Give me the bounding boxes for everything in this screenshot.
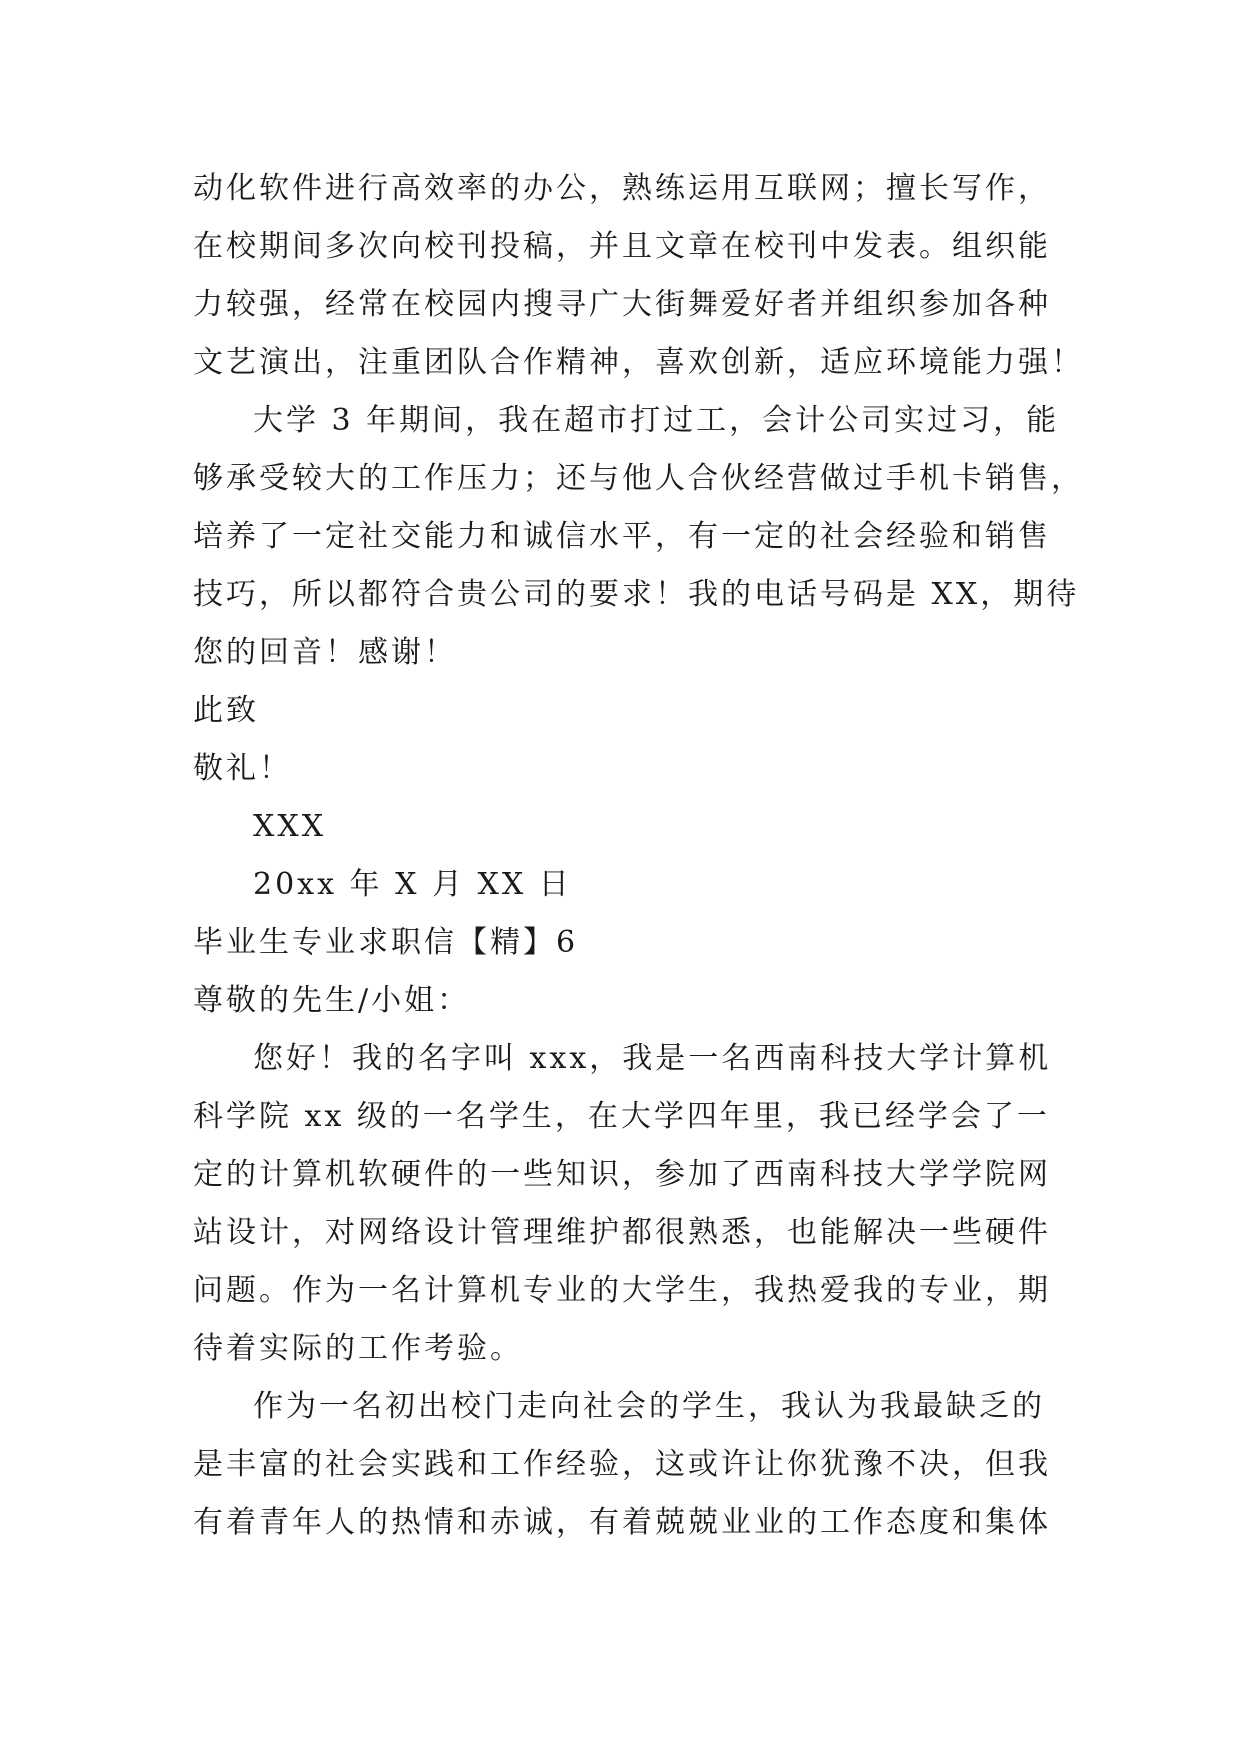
text-line: 科学院 xx 级的一名学生，在大学四年里，我已经学会了一 — [193, 1099, 1050, 1134]
text-line: 您好！我的名字叫 xxx，我是一名西南科技大学计算机 — [253, 1041, 1052, 1076]
text-line: 待着实际的工作考验。 — [193, 1331, 523, 1366]
text-line: 在校期间多次向校刊投稿，并且文章在校刊中发表。组织能 — [193, 229, 1051, 264]
text-line: 尊敬的先生/小姐： — [193, 983, 471, 1018]
text-line: 是丰富的社会实践和工作经验，这或许让你犹豫不决，但我 — [193, 1447, 1051, 1482]
text-line: 有着青年人的热情和赤诚，有着兢兢业业的工作态度和集体 — [193, 1505, 1051, 1540]
text-line: 敬礼！ — [193, 751, 292, 786]
text-line: 作为一名初出校门走向社会的学生，我认为我最缺乏的 — [253, 1389, 1045, 1424]
paragraph-p6 — [193, 856, 1073, 914]
text-line: 定的计算机软硬件的一些知识，参加了西南科技大学学院网 — [193, 1157, 1051, 1192]
paragraph-p9 — [193, 1030, 1073, 1378]
text-line: 动化软件进行高效率的办公，熟练运用互联网；擅长写作， — [193, 171, 1051, 206]
text-line: 文艺演出，注重团队合作精神，喜欢创新，适应环境能力强！ — [193, 345, 1084, 380]
paragraph-p5 — [193, 798, 1073, 856]
text-line: XXX — [253, 809, 327, 844]
paragraph-p4 — [193, 740, 1073, 798]
text-line: 问题。作为一名计算机专业的大学生，我热爱我的专业，期 — [193, 1273, 1051, 1308]
text-line: 站设计，对网络设计管理维护都很熟悉，也能解决一些硬件 — [193, 1215, 1051, 1250]
document-body — [193, 160, 1084, 1552]
paragraph-p8 — [193, 972, 1073, 1030]
paragraph-p2 — [193, 392, 1084, 682]
text-line: 够承受较大的工作压力；还与他人合伙经营做过手机卡销售， — [193, 461, 1084, 496]
paragraph-p1 — [193, 160, 1084, 392]
paragraph-p3 — [193, 682, 1073, 740]
text-line: 力较强，经常在校园内搜寻广大街舞爱好者并组织参加各种 — [193, 287, 1051, 322]
text-line: 大学 3 年期间，我在超市打过工，会计公司实过习，能 — [253, 403, 1060, 438]
text-line: 培养了一定社交能力和诚信水平，有一定的社会经验和销售 — [193, 519, 1051, 554]
text-line: 您的回音！感谢！ — [193, 635, 457, 670]
text-line: 此致 — [193, 693, 259, 728]
paragraph-p10 — [193, 1378, 1073, 1552]
text-line: 毕业生专业求职信【精】6 — [193, 925, 579, 960]
text-line: 技巧，所以都符合贵公司的要求！我的电话号码是 XX，期待 — [193, 577, 1080, 612]
text-line: 20xx 年 X 月 XX 日 — [253, 867, 572, 902]
paragraph-p7 — [193, 914, 1073, 972]
